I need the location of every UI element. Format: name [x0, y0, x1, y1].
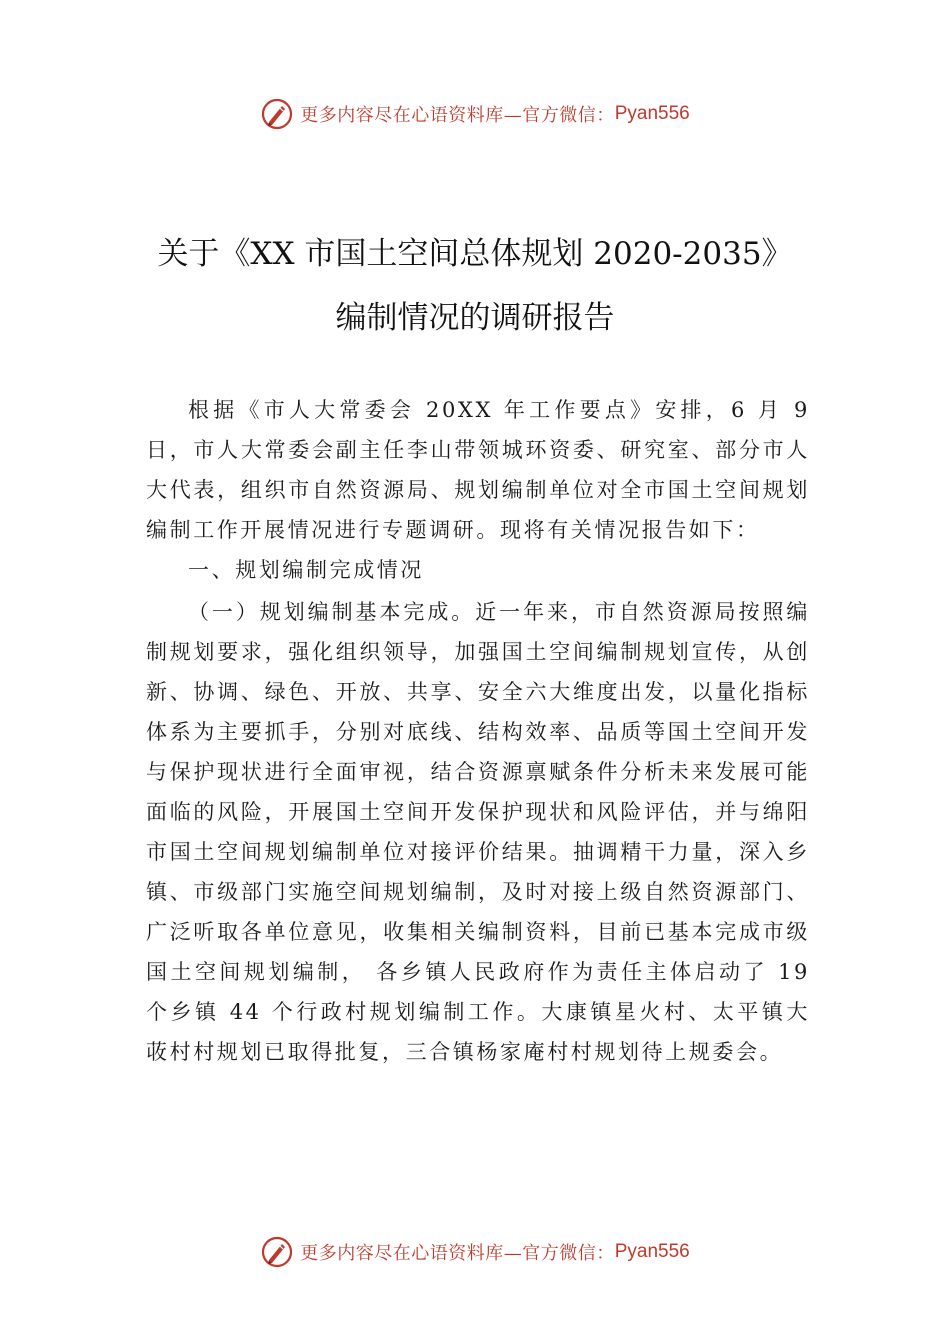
footer-watermark — [0, 1232, 950, 1272]
header-watermark — [0, 94, 950, 134]
watermark-wechat-id: Pyan556 — [614, 103, 690, 124]
watermark-text: 更多内容尽在心语资料库—官方微信： — [300, 105, 615, 126]
document-title: 关于《XX 市国土空间总体规划 2020-2035》编制情况的调研报告 — [157, 236, 793, 336]
section-heading: 一、规划编制完成情况 — [188, 558, 424, 582]
watermark-text: 更多内容尽在心语资料库—官方微信： — [300, 1243, 615, 1264]
pen-logo-icon — [260, 97, 294, 131]
subsection-paragraph: （一）规划编制基本完成。近一年来，市自然资源局按照编制规划要求，强化组织领导，加强国土空间编制规划宣传，从创新、协调、绿色、开放、共享、安全六大维度出发，以量化指标体系为主要抓手，分别对底线、结构效率、品质等国土空间开发与保护现状进行全面审视，结合资源禀赋条件分析未来发展可能面临的风险，开展国土空间开发保护现状和风险评估，并与绵阳市国土空间规划编制单位对接评价结果。抽调精干力量，深入乡镇、市级部门实施空间规划编制，及时对接上级自然资源部门、广泛听取各单位意见，收集相关编制资料，目前已基本完成市级国土空间规划编制， 各乡镇人民政府作为责任主体启动了 19 个乡镇 44 个行政村规划编制工作。大康镇星火村、太平镇大荍村村规划已取得批复，三合镇杨家庵村村规划待上规委会。 — [146, 600, 810, 1064]
watermark-wechat-id: Pyan556 — [614, 1241, 690, 1262]
document-body — [146, 390, 810, 1072]
pen-logo-icon — [260, 1235, 294, 1269]
intro-paragraph: 根据《市人大常委会 20XX 年工作要点》安排，6 月 9 日，市人大常委会副主任李山带领城环资委、研究室、部分市人大代表，组织市自然资源局、规划编制单位对全市国土空间规划编制工作开展情况进行专题调研。现将有关情况报告如下： — [146, 398, 810, 542]
